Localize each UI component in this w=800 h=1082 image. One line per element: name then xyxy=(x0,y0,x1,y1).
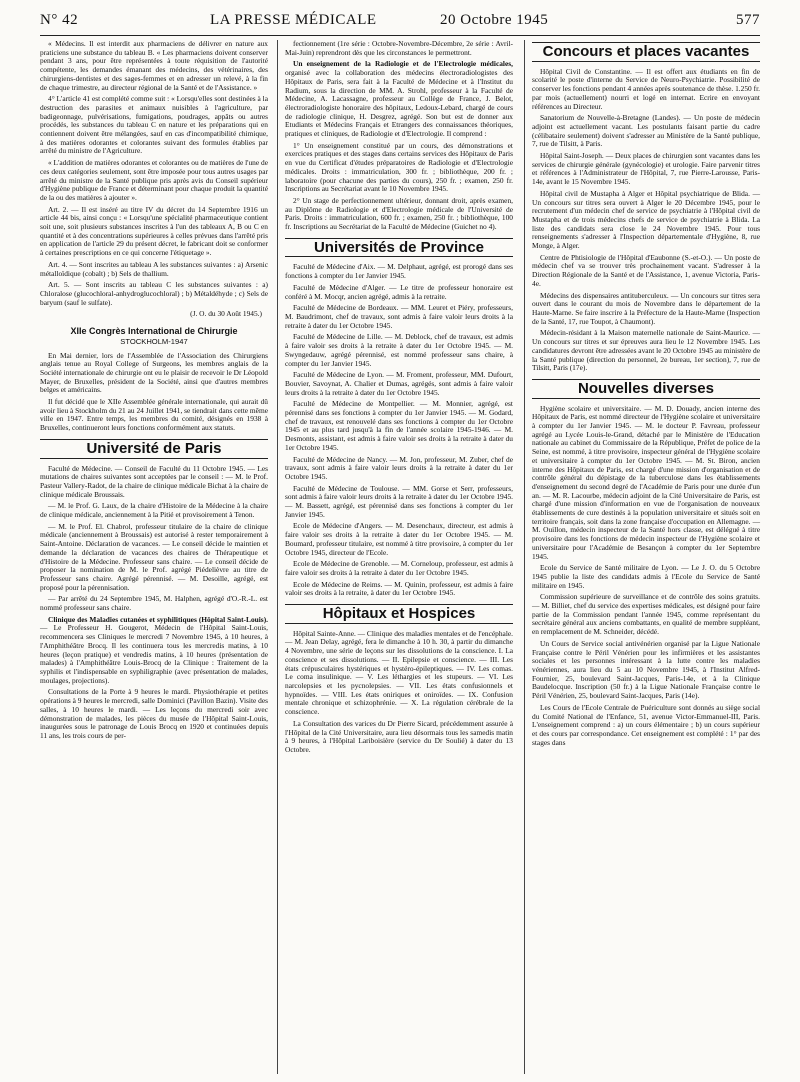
paragraph: Centre de Phtisiologie de l'Hôpital d'Eaubonne (S.-et-O.). — Un poste de médecin chef va se trouver très prochainement vacant. S'adresser à la Direction Régionale de la Santé et de l'Assistance, 1, avenue Victoria, Paris-4e. xyxy=(532,252,760,288)
section-heading-box xyxy=(285,604,513,624)
paragraph: Médecins des dispensaires antituberculeux. — Un concours sur titres sera ouvert dans le courant du mois de Novembre dans le département de la Haute-Marne. Se faire inscrire à la Préfecture de la Haute-Marne (Inspection de la Santé, 17, rue Toupot, à Chaumont). xyxy=(532,290,760,326)
page-number: 577 xyxy=(736,12,760,28)
paragraph: Ecole du Service de Santé militaire de Lyon. — Le J. O. du 5 Octobre 1945 publie la liste des candidats admis à l'Ecole du Service de Santé militaire en 1945. xyxy=(532,563,760,590)
subheading: Un enseignement de la Radiologie et de l'Electrologie médicales, xyxy=(293,59,513,69)
paragraph: Faculté de Médecine d'Alger. — Le titre de professeur honoraire est conféré à M. Mocqr, ancien agrégé, admis à la retraite. xyxy=(285,282,513,301)
column-1 xyxy=(40,40,268,744)
paragraph: 1° Un enseignement constitué par un cours, des démonstrations et exercices pratiques et des stages dans certains services des Hôpitaux de Paris en vue du Certificat d'études préparatoires de Radiologie et d'Electrologie médicales. Droits : immatriculation, 300 fr. ; bibliothèque, 200 fr. ; laboratoire (pour chacune des parties du cours), 250 fr. ; examen, 250 fr. Inscriptions au Secrétariat avant le 10 Novembre 1945. xyxy=(285,140,513,194)
issue-date: 20 Octobre 1945 xyxy=(440,12,549,28)
section-heading-box xyxy=(532,42,760,62)
column-3 xyxy=(532,40,760,750)
paragraph: Art. 5. — Sont inscrits au tableau C les substances suivantes : a) Chloralose (glucochloral-anhydroglucochloral) ; b) Métaldéhyde ; c) Sels de baryum (sauf le sulfate). xyxy=(40,280,268,307)
section-title: Université de Paris xyxy=(86,439,222,457)
paragraph: Faculté de Médecine d'Aix. — M. Delphaut, agrégé, est prorogé dans ses fonctions à compter du 1er Janvier 1945. xyxy=(285,262,513,281)
paragraph: Art. 2. — Il est inséré au titre IV du décret du 14 Septembre 1916 un article 44 bis, ainsi conçu : « Lorsqu'une spécialité pharmaceutique contient soit une, soit plusieurs substances inscrites à l'un des tableaux A, B ou C en quantité et à des concentrations supérieures à celles prévues dans l'arrêté pris en application de l'article 29 du présent décret, le fabricant doit se conformer à certaines prescriptions en ce qui concerne l'étiquetage ». xyxy=(40,204,268,258)
paragraph: Faculté de Médecine. — Conseil de Faculté du 11 Octobre 1945. — Les mutations de chaires suivantes sont acceptées par le conseil : — M. le Prof. Pasteur Vallery-Radot, de la chaire de clinique médicale Bichat à la chaire de clinique médicale Broussais. xyxy=(40,463,268,499)
paragraph: — M. le Prof. G. Laux, de la chaire d'Histoire de la Médecine à la chaire de clinique médicale, anciennement à la Pitié et provisoirement à Tenon. xyxy=(40,501,268,520)
issue-number: N° 42 xyxy=(40,12,79,28)
page-header xyxy=(40,12,760,34)
paragraph: Hôpital Saint-Joseph. — Deux places de chirurgien sont vacantes dans les services de chirurgie générale (gynécologie) et urologie. Faire parvenir titres et références à l'Administrateur de l'Hôpital, 7, rue Pierre-Larousse, Paris-14e, avant le 15 Novembre 1945. xyxy=(532,151,760,187)
source-citation: (J. O. du 30 Août 1945.) xyxy=(190,309,262,319)
paragraph: Hygiène scolaire et universitaire. — M. D. Douady, ancien interne des Hôpitaux de Paris, est nommé directeur de l'Hygiène scolaire et universitaire à compter du 1er Janvier 1945. — M. le docteur P. Favreau, professeur agrégé au Lycée Louis-le-Grand, détaché par le Ministère de l'Education nationale au cabinet du Commissaire de la République, Préfet de police de la Seine, est nommé, à titre provisoire, inspecteur général de l'Hygiène scolaire et universitaire à compter du 1er Octobre 1945. — M. St. Biron, ancien interne des Hôpitaux de Paris, est chargé d'une mission d'organisation et de contrôle général du dépistage de la tuberculose dans les établissements d'enseignement du second degré de l'Académie de Paris pour une durée d'un an. — M. R. Lacourbe, médecin adjoint de la Cité Universitaire de Paris, est chargé d'une mission d'information en vue de l'organisation de nouveaux établissements de cure destinés à la population universitaire et situés soit en territoire français, soit dans la zone française d'occupation en Allemagne. — M. Ouillon, médecin inspecteur de la Santé hors classe, est délégué à titre provisoire dans les fonctions de médecin inspecteur de l'Hygiène scolaire et universitaire pour l'Académie de Besançon à compter du 1er Septembre 1945. xyxy=(532,403,760,561)
paragraph: Un Cours de Service social antivénérien organisé par la Ligue Nationale Française contre le Péril Vénérien pour les infirmières et les assistantes sociales et les personnes intéressant à la lutte contre les maladies vénériennes, aura lieu du 5 au 10 Novembre 1945, à l'Institut Alfred-Fournier, 25, boulevard Saint-Jacques, Paris-14e, et à la Clinique Baudelocque. Inscription (50 fr.) à la Ligue Nationale Française contre le Péril Vénérien, 25, boulevard Saint-Jacques, Paris (14e). xyxy=(532,638,760,701)
paragraph: fectionnement (1re série : Octobre-Novembre-Décembre, 2e série : Avril-Mai-Juin) reprendront dès que les circonstances le permettront. xyxy=(285,39,513,57)
paragraph: Sanatorium de Nouvelle-à-Bretagne (Landes). — Un poste de médecin adjoint est actuellement vacant. Les postulants faisant partie du cadre (célibataire seulement) doivent s'adresser au Ministère de la Santé publique, 7, rue de Tilsitt, à Paris. xyxy=(532,113,760,149)
paragraph xyxy=(40,616,268,686)
paragraph: Art. 4. — Sont inscrites au tableau A les substances suivantes : a) Arsenic métalloïdique (cobalt) ; b) Sels de thallium. xyxy=(40,259,268,278)
section-heading-box xyxy=(285,238,513,258)
paragraph: Hôpital Sainte-Anne. — Clinique des maladies mentales et de l'encéphale. — M. Jean Delay, agrégé, fera le dimanche à 10 h. 30, à partir du dimanche 4 Novembre, une série de leçons sur les dissolutions de la conscience. I. La conscience et ses dissolutions. — II. Epilepsie et conscience. — III. Les états crépusculaires hystériques et hystéro-épileptiques. — IV. Les comas. Le coma insulinique. — V. Les léthargies et les stupeurs. — VI. Les narcolepsies et les pycnolepsies. — VII. Les états confusionnels et hypnoïdes. — VIII. Les états oniriques et oniroïdes. — IX. Confusion mentale chronique et schizophrénie. — X. La régulation cérébrale de la conscience. xyxy=(285,628,513,717)
paragraph: La Consultation des varices du Dr Pierre Sicard, précédemment assurée à l'Hôpital de la Cité Universitaire, aura lieu désormais tous les samedis matin à 9 heures, à l'Hôpital Lariboisière (service du Dr Soulié) à dater du 13 Octobre. xyxy=(285,718,513,754)
paragraph: Ecole de Médecine d'Angers. — M. Desenchaux, directeur, est admis à faire valoir ses droits à la retraite à dater du 1er Octobre 1945. — M. Boumard, professeur titulaire, est nommé à titre provisoire, à compter du 1er Octobre 1945, directeur de l'Ecole. xyxy=(285,521,513,557)
header-rule xyxy=(40,35,760,36)
subheading: Clinique des Maladies cutanées et syphilitiques (Hôpital Saint-Louis). xyxy=(48,614,268,624)
column-divider xyxy=(524,40,525,1074)
paragraph-text: — Le Professeur H. Gougerot, Médecin de l'Hôpital Saint-Louis, recommencera ses Cliniques le mercredi 7 Novembre 1945, à 10 heures, à l'Amphithéâtre Brocq. Il les continuera tous les mercredis matins, à 10 heures (leçon pratique) et vendredis matins, à 10 heures (présentation de malades) à l'Amphithéâtre Louis-Brocq de la Clinique : Traitement de la syphilis et l'indispensable en syphiligraphie (avec présentation de malades, moulages, projections). xyxy=(40,623,268,685)
paragraph: Hôpital Civil de Constantine. — Il est offert aux étudiants en fin de scolarité le poste d'interne du Service de Neuro-Psychiatrie. Possibilité de conserver les fonctions pendant 4 années après soutenance de thèse. 1.250 fr. par mois (actuellement) nourri et logé en internat. Ecrire en envoyant références au Directeur. xyxy=(532,66,760,111)
congres-subtitle: STOCKHOLM-1947 xyxy=(120,336,188,346)
paragraph xyxy=(285,60,513,138)
paragraph: Faculté de Médecine de Toulouse. — MM. Gorse et Serr, professeurs, sont admis à faire valoir leurs droits à la retraite à dater du 1er Octobre 1945. — M. Bassett, agrégé, est pérennisé dans ses fonctions à compter du 1er Janvier 1945. xyxy=(285,483,513,519)
section-title: Universités de Province xyxy=(313,238,485,256)
section-title: Hôpitaux et Hospices xyxy=(322,605,476,623)
section-title: Nouvelles diverses xyxy=(578,379,714,397)
paragraph: « L'addition de matières odorantes et colorantes ou de matières de l'une de ces deux catégories seulement, sont être imposée pour tous autres usages par arrêté du ministre de la Santé publique pris après avis du Conseil supérieur d'Hygiène publique de France et déterminant pour chaque produit la quantité de la ou des matières à ajouter ». xyxy=(40,158,268,202)
section-heading-box xyxy=(532,379,760,399)
journal-title: LA PRESSE MÉDICALE xyxy=(210,12,377,28)
paragraph: Faculté de Médecine de Lille. — M. Deblock, chef de travaux, est admis à faire valoir ses droits à la retraite à dater du 1er Octobre 1945. — M. Swyngedauw, agrégé pérennisé, est nommé professeur sans chaire, à compter du 1er Janvier 1945. xyxy=(285,332,513,368)
paragraph: Faculté de Médecine de Nancy. — M. Jon, professeur, M. Zuber, chef de travaux, sont admis à faire valoir leurs droits à la retraite à dater du 1er Octobre 1945. xyxy=(285,454,513,481)
paragraph: — M. le Prof. El. Chabrol, professeur titulaire de la chaire de clinique médicale (anciennement à Broussais) est autorisé à rester temporairement à Saint-Antoine. Déclaration de vacances. — Le conseil décide le maintien et demande la déclaration de vacances des chaires de Thérapeutique et d'Histoire de la Médecine. Professeur sans chaire. — Le conseil décide de proposer la nomination de M. le Prof. agrégé Piédelièvre au titre de Professeur sans chaire. Agrégé pérennisé. — M. Desoille, agrégé, est proposé pour la pérennisation. xyxy=(40,521,268,592)
paragraph: « Médecins. Il est interdit aux pharmaciens de délivrer en nature aux praticiens une substance du tableau B. « Les pharmaciens doivent conserver pendant 3 ans, pour être représentées à toute réquisition de l'autorité compétente, les demandes émanant des médecins, des vétérinaires, des chirurgiens-dentistes et des sages-femmes et en adresser un relevé, à la fin de chaque trimestre, au directeur régional de la Santé et de l'Assistance. » xyxy=(40,39,268,92)
column-2 xyxy=(285,40,513,758)
paragraph: Médecin-résidant à la Maison maternelle nationale de Saint-Maurice. — Un concours sur titres et sur épreuves aura lieu le 12 Novembre 1945. Les candidatures devront être adressées avant le 20 Octobre 1945 au ministère de la Santé publique (direction du personnel, 2e bureau, 1er section), 7, rue de Tilsitt, Paris (17e). xyxy=(532,328,760,373)
paragraph: Ecole de Médecine de Grenoble. — M. Corneloup, professeur, est admis à faire valoir ses droits à la retraite à dater du 1er Octobre 1945. xyxy=(285,559,513,577)
paragraph: Les Cours de l'Ecole Centrale de Puériculture sont donnés au siège social du Comité National de l'Enfance, 51, avenue Victor-Emmanuel-III, Paris. L'enseignement comprend : a) un cours élémentaire ; b) un cours supérieur et des cours par correspondance. Cet enseignement est complété : 1° par des stages dans xyxy=(532,702,760,747)
paragraph: 2° Un stage de perfectionnement ultérieur, donnant droit, après examen, au Diplôme de Radiologie et d'Electrologie médicale de l'Université de Paris. Droits : immatriculation, 600 fr. ; examen, 250 fr. ; bibliothèque, 100 fr. Inscriptions au Secrétariat de la Faculté de Médecine (Guichet no 4). xyxy=(285,195,513,232)
paragraph: Hôpital civil de Mustapha à Alger et Hôpital psychiatrique de Blida. — Un concours sur titres sera ouvert à Alger le 20 Décembre 1945, pour le recrutement d'un médecin chef de service de psychiatrie à l'Hôpital civil de Mustapha et de trois médecins chefs de service de psychiatrie à Blida. La liste des candidats sera close le 24 Novembre 1945. Pour tous renseignements s'adresser à l'Inspection départementale d'Hygiène, 8, rue Monge, à Alger. xyxy=(532,188,760,251)
congres-title: XIIe Congrès International de Chirurgie xyxy=(70,326,238,337)
paragraph: Faculté de Médecine de Lyon. — M. Froment, professeur, MM. Dufourt, Bouvier, Savoynat, A. Chalier et Dumas, agrégés, sont admis à faire valoir leurs droits à la retraite à dater du 1er Octobre 1945. xyxy=(285,370,513,397)
paragraph: Commission supérieure de surveillance et de contrôle des soins gratuits. — M. Billiet, chef du service des expertises médicales, est désigné pour faire partie de la Commission pendant l'année 1945, comme représentant du secrétaire général aux anciens combattants, en qualité de membre suppléant, en remplacement de M. Schneider, décédé. xyxy=(532,592,761,637)
paragraph: — Par arrêté du 24 Septembre 1945, M. Halphen, agrégé d'O.-R.-L. est nommé professeur sans chaire. xyxy=(40,594,268,613)
paragraph: Ecole de Médecine de Reims. — M. Quinin, professeur, est admis à faire valoir ses droits à la retraite, à dater du 1er Octobre 1945. xyxy=(285,579,513,598)
paragraph: Faculté de Médecine de Bordeaux. — MM. Leuret et Piéry, professeurs, M. Baudrimont, chef de travaux, sont admis à faire valoir leurs droits à la retraite à dater du 1er Octobre 1945. xyxy=(285,303,513,330)
paragraph: 4° L'article 41 est complété comme suit : « Lorsqu'elles sont destinées à la destruction des parasites et animaux nuisibles à l'agriculture, par badigeonnage, pulvérisations, fumigations, poudrages, appâts ou autres procédés, les substances du tableau C en nature et les préparations qui en contiennent doivent être mélangées, sauf en cas d'incompatibilité chimique, à des matières odorantes et colorantes suivant des formules établies par arrêté du ministre de l'Agriculture. xyxy=(40,94,268,156)
paragraph-text: organisé avec la collaboration des médecins électroradiologistes des Hôpitaux de Paris, sera fait à la Faculté de Médecine et à l'Institut du Radium, sous la direction de MM. A. Strohl, professeur à la Faculté de Médecine, A. Lacassagne, professeur au Collège de France, J. Belot, électroradiologiste honoraire des hôpitaux, Ledoux-Lebard, chargé de cours de radiologie clinique, H. Desgrez, agrégé. Son but est de donner aux Etudiants et Médecins Français et Etrangers des connaissances théoriques, pratiques et cliniques, de Radiologie et d'Electrologie. Il comprend : xyxy=(285,68,513,139)
section-title: Concours et places vacantes xyxy=(542,43,750,60)
paragraph: Il fut décidé que le XIIe Assemblée générale internationale, qui aurait dû avoir lieu à Stockholm du 21 au 24 Juillet 1941, se tiendrait dans cette même ville en 1947. Entre temps, les membres du comité, désignés en 1938 à Bruxelles, continueront leurs fonctions conformément aux statuts. xyxy=(40,397,268,433)
column-divider xyxy=(277,40,278,1074)
paragraph: En Mai dernier, lors de l'Assemblée de l'Association des Chirurgiens anglais tenue au Royal College of Surgeons, les membres anglais de la Société internationale de chirurgie ont eu le plaisir de recevoir le Dr Léopold Mayer, de Bruxelles, président de la Société, ainsi que d'autres membres belges et américains. xyxy=(40,350,268,395)
section-heading-box xyxy=(40,439,268,459)
paragraph: Faculté de Médecine de Montpellier. — M. Monnier, agrégé, est pérennisé dans ses fonctions à compter du 1er Janvier 1945. — M. Godard, chef de travaux, est renouvelé dans ses fonctions à compter du 1er Octobre 1945 et au plus tard jusqu'à la fin de l'année scolaire 1945-1946. — M. Desmonts, assistant, est admis à faire valoir ses droits à la retraite à dater du 1er Octobre 1945. xyxy=(285,399,513,452)
paragraph: Consultations de la Porte à 9 heures le mardi. Physiothérapie et petites opérations à 9 heures le mercredi, salle Dominici (Pavillon Bazin). Visite des salles, à 10 heures le mardi. — Les leçons du mercredi soir avec démonstration de malades, les pièces du musée de l'Hôpital Saint-Louis, inaugurées sous le patronage de Louis Brocq en 1920 et continuées depuis 11 ans, les trois cours de per- xyxy=(40,687,268,740)
